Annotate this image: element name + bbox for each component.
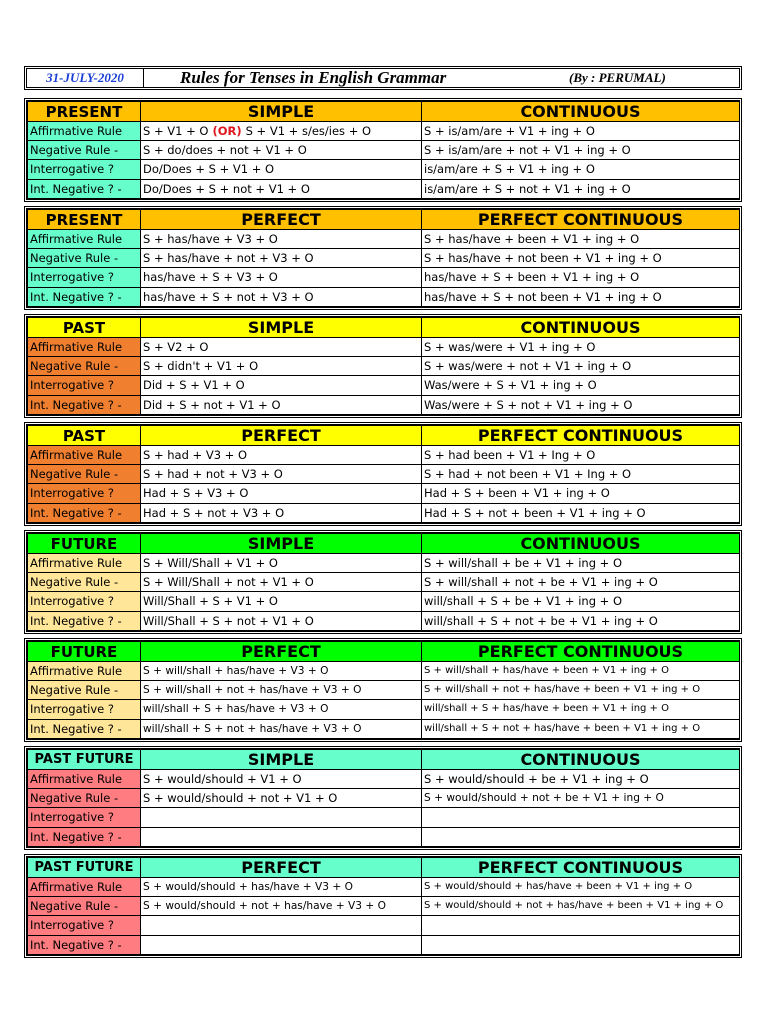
rule-label: Affirmative Rule	[28, 338, 141, 357]
tense-name: PAST	[28, 426, 141, 446]
aspect-heading: PERFECT	[141, 858, 422, 878]
rule-label: Negative Rule -	[28, 573, 141, 592]
tense-section	[24, 638, 742, 742]
aspect-heading: PERFECT CONTINUOUS	[422, 426, 740, 446]
rule-formula: Will/Shall + S + V1 + O	[141, 592, 422, 611]
rule-formula	[422, 935, 740, 954]
rule-row	[28, 770, 740, 789]
rule-formula: has/have + S + been + V1 + ing + O	[422, 268, 740, 287]
rule-label: Negative Rule -	[28, 789, 141, 808]
formula-part: S + V1 + O	[143, 124, 209, 139]
rule-formula: S + is/am/are + not + V1 + ing + O	[422, 141, 740, 160]
rule-row	[28, 357, 740, 376]
or-separator: (OR)	[212, 124, 242, 139]
aspect-heading: PERFECT CONTINUOUS	[422, 642, 740, 662]
rule-formula: S + will/shall + has/have + V3 + O	[141, 662, 422, 681]
tense-section	[24, 314, 742, 418]
rule-formula: will/shall + S + not + be + V1 + ing + O	[422, 611, 740, 630]
rule-label: Negative Rule -	[28, 465, 141, 484]
rule-formula	[141, 916, 422, 935]
rule-row	[28, 700, 740, 719]
rule-formula: will/shall + S + not + has/have + V3 + O	[141, 719, 422, 738]
rule-label: Interrogative ?	[28, 160, 141, 179]
rule-label: Interrogative ?	[28, 592, 141, 611]
rule-formula: S + Will/Shall + not + V1 + O	[141, 573, 422, 592]
rule-row	[28, 338, 740, 357]
rule-formula: S + Will/Shall + V1 + O	[141, 554, 422, 573]
rule-row	[28, 395, 740, 414]
rule-label: Negative Rule -	[28, 141, 141, 160]
aspect-heading: PERFECT CONTINUOUS	[422, 858, 740, 878]
rule-label: Int. Negative ? -	[28, 503, 141, 522]
rule-formula	[141, 935, 422, 954]
tense-section	[24, 98, 742, 202]
rule-label: Affirmative Rule	[28, 446, 141, 465]
rule-label: Affirmative Rule	[28, 662, 141, 681]
rule-row	[28, 141, 740, 160]
rule-formula	[422, 916, 740, 935]
rule-formula: S + has/have + been + V1 + ing + O	[422, 230, 740, 249]
rule-formula	[141, 827, 422, 846]
aspect-heading: PERFECT	[141, 210, 422, 230]
rule-label: Affirmative Rule	[28, 554, 141, 573]
rule-row	[28, 484, 740, 503]
tense-section	[24, 530, 742, 634]
tense-name: PRESENT	[28, 210, 141, 230]
rule-formula: Will/Shall + S + not + V1 + O	[141, 611, 422, 630]
rule-formula: S + has/have + not + V3 + O	[141, 249, 422, 268]
rule-label: Int. Negative ? -	[28, 827, 141, 846]
rule-formula	[141, 808, 422, 827]
rule-label: Interrogative ?	[28, 808, 141, 827]
rule-label: Int. Negative ? -	[28, 719, 141, 738]
rule-formula: will/shall + S + has/have + been + V1 + ing + O	[422, 700, 740, 719]
rule-formula: S + didn't + V1 + O	[141, 357, 422, 376]
rule-formula: S + would/should + has/have + been + V1 + ing + O	[422, 878, 740, 897]
rule-formula: Do/Does + S + not + V1 + O	[141, 179, 422, 198]
tense-name: PAST FUTURE	[28, 750, 141, 770]
rule-label: Interrogative ?	[28, 376, 141, 395]
aspect-heading: CONTINUOUS	[422, 534, 740, 554]
rule-row	[28, 573, 740, 592]
aspect-heading: SIMPLE	[141, 534, 422, 554]
tense-name: PAST FUTURE	[28, 858, 141, 878]
rule-formula: will/shall + S + be + V1 + ing + O	[422, 592, 740, 611]
rule-formula: S + had been + V1 + Ing + O	[422, 446, 740, 465]
rule-formula: S + is/am/are + V1 + ing + O	[422, 122, 740, 141]
rule-label: Interrogative ?	[28, 268, 141, 287]
rule-formula: Was/were + S + V1 + ing + O	[422, 376, 740, 395]
aspect-heading: SIMPLE	[141, 318, 422, 338]
rule-formula: is/am/are + S + not + V1 + ing + O	[422, 179, 740, 198]
header-title: Rules for Tenses in English Grammar	[180, 68, 447, 87]
rule-formula: S + do/does + not + V1 + O	[141, 141, 422, 160]
tense-name: FUTURE	[28, 534, 141, 554]
rule-formula: S + V2 + O	[141, 338, 422, 357]
rule-formula: Had + S + V3 + O	[141, 484, 422, 503]
sheet-header	[24, 66, 742, 90]
rule-label: Interrogative ?	[28, 916, 141, 935]
rule-formula: S + will/shall + not + be + V1 + ing + O	[422, 573, 740, 592]
aspect-heading: CONTINUOUS	[422, 318, 740, 338]
rule-row	[28, 916, 740, 935]
rule-row	[28, 249, 740, 268]
rule-label: Interrogative ?	[28, 700, 141, 719]
rule-row	[28, 662, 740, 681]
rule-row	[28, 554, 740, 573]
rule-label: Affirmative Rule	[28, 230, 141, 249]
rule-formula: S + had + not been + V1 + Ing + O	[422, 465, 740, 484]
rule-row	[28, 376, 740, 395]
tense-section	[24, 206, 742, 310]
rule-label: Interrogative ?	[28, 484, 141, 503]
rule-formula: Did + S + not + V1 + O	[141, 395, 422, 414]
rule-label: Negative Rule -	[28, 249, 141, 268]
rule-label: Int. Negative ? -	[28, 935, 141, 954]
rule-formula: Had + S + been + V1 + ing + O	[422, 484, 740, 503]
rule-formula	[422, 827, 740, 846]
rule-formula: will/shall + S + has/have + V3 + O	[141, 700, 422, 719]
rule-formula: S + was/were + V1 + ing + O	[422, 338, 740, 357]
rule-row	[28, 827, 740, 846]
rule-row	[28, 179, 740, 198]
rule-label: Negative Rule -	[28, 681, 141, 700]
rule-row	[28, 122, 740, 141]
rule-formula: S + would/should + not + V1 + O	[141, 789, 422, 808]
rule-label: Int. Negative ? -	[28, 287, 141, 306]
rule-formula: S + had + V3 + O	[141, 446, 422, 465]
rule-formula: has/have + S + V3 + O	[141, 268, 422, 287]
rule-formula: S + has/have + not been + V1 + ing + O	[422, 249, 740, 268]
rule-row	[28, 160, 740, 179]
rule-row	[28, 719, 740, 738]
rule-formula: S + would/should + not + be + V1 + ing + O	[422, 789, 740, 808]
aspect-heading: PERFECT	[141, 642, 422, 662]
rule-formula: S + was/were + not + V1 + ing + O	[422, 357, 740, 376]
rule-formula: S + will/shall + be + V1 + ing + O	[422, 554, 740, 573]
rule-row	[28, 789, 740, 808]
tense-sheet	[24, 66, 742, 90]
rule-formula: has/have + S + not + V3 + O	[141, 287, 422, 306]
tense-name: FUTURE	[28, 642, 141, 662]
aspect-heading: PERFECT CONTINUOUS	[422, 210, 740, 230]
rule-formula: has/have + S + not been + V1 + ing + O	[422, 287, 740, 306]
rule-formula: S + will/shall + not + has/have + V3 + O	[141, 681, 422, 700]
rule-label: Affirmative Rule	[28, 122, 141, 141]
rule-formula: Did + S + V1 + O	[141, 376, 422, 395]
tense-section	[24, 746, 742, 850]
rule-formula: S + would/should + V1 + O	[141, 770, 422, 789]
rule-formula: Had + S + not + been + V1 + ing + O	[422, 503, 740, 522]
rule-label: Negative Rule -	[28, 357, 141, 376]
formula-part: S + V1 + s/es/ies + O	[245, 124, 372, 139]
rule-formula: S + has/have + V3 + O	[141, 230, 422, 249]
rule-row	[28, 592, 740, 611]
tense-name: PRESENT	[28, 102, 141, 122]
rule-row	[28, 503, 740, 522]
rule-row	[28, 268, 740, 287]
rule-row	[28, 465, 740, 484]
rule-row	[28, 878, 740, 897]
rule-formula: will/shall + S + not + has/have + been + V1 + ing + O	[422, 719, 740, 738]
aspect-heading: CONTINUOUS	[422, 750, 740, 770]
rule-formula: S + had + not + V3 + O	[141, 465, 422, 484]
header-author: (By : PERUMAL)	[569, 70, 666, 85]
rule-row	[28, 446, 740, 465]
rule-label: Int. Negative ? -	[28, 179, 141, 198]
rule-formula: is/am/are + S + V1 + ing + O	[422, 160, 740, 179]
rule-row	[28, 681, 740, 700]
rule-formula: S + would/should + not + has/have + been + V1 + ing + O	[422, 897, 740, 916]
rule-formula: S + will/shall + has/have + been + V1 + ing + O	[422, 662, 740, 681]
aspect-heading: SIMPLE	[141, 750, 422, 770]
rule-label: Affirmative Rule	[28, 878, 141, 897]
tense-section	[24, 422, 742, 526]
rule-formula: Do/Does + S + V1 + O	[141, 160, 422, 179]
rule-formula	[141, 122, 422, 141]
rule-row	[28, 287, 740, 306]
aspect-heading: PERFECT	[141, 426, 422, 446]
rule-label: Negative Rule -	[28, 897, 141, 916]
aspect-heading: CONTINUOUS	[422, 102, 740, 122]
rule-formula: Had + S + not + V3 + O	[141, 503, 422, 522]
aspect-heading: SIMPLE	[141, 102, 422, 122]
rule-row	[28, 230, 740, 249]
rule-formula	[422, 808, 740, 827]
header-date: 31-JULY-2020	[27, 69, 144, 87]
rule-row	[28, 897, 740, 916]
rule-label: Int. Negative ? -	[28, 395, 141, 414]
rule-label: Affirmative Rule	[28, 770, 141, 789]
rule-row	[28, 808, 740, 827]
rule-formula: S + would/should + not + has/have + V3 + O	[141, 897, 422, 916]
rule-formula: S + will/shall + not + has/have + been + V1 + ing + O	[422, 681, 740, 700]
rule-formula: Was/were + S + not + V1 + ing + O	[422, 395, 740, 414]
rule-label: Int. Negative ? -	[28, 611, 141, 630]
tense-name: PAST	[28, 318, 141, 338]
rule-row	[28, 935, 740, 954]
rule-row	[28, 611, 740, 630]
tense-section	[24, 854, 742, 958]
rule-formula: S + would/should + has/have + V3 + O	[141, 878, 422, 897]
rule-formula: S + would/should + be + V1 + ing + O	[422, 770, 740, 789]
